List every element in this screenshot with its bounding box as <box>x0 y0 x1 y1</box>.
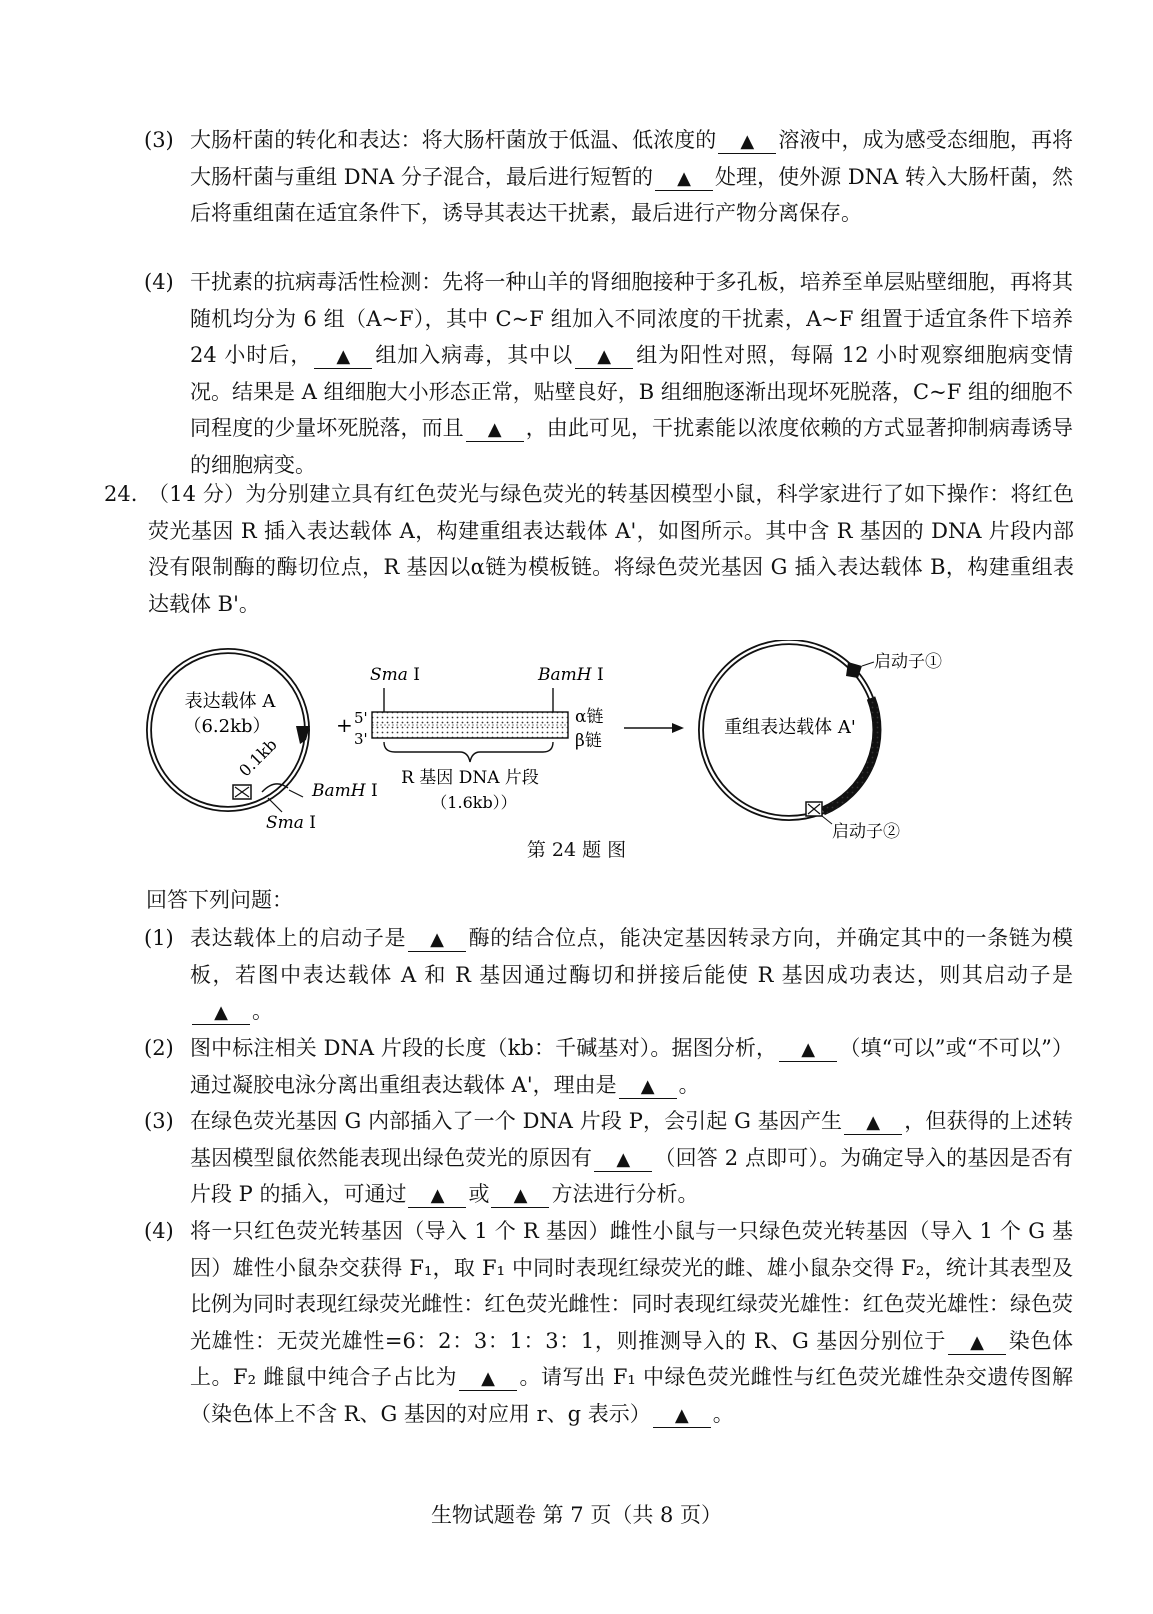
q24-part3-number: (3) <box>144 1109 174 1133</box>
answer-blank[interactable]: ▲ <box>653 1405 711 1428</box>
answer-blank[interactable]: ▲ <box>459 1368 517 1391</box>
r-fragment-size: （1.6kb）） <box>431 793 517 812</box>
q23-part3 <box>144 122 1073 232</box>
beta-chain-label: β链 <box>575 731 602 751</box>
five-prime-label: 5' <box>354 709 368 727</box>
q24-part2-text-3: 。 <box>678 1072 700 1097</box>
q23-part3-text-3: 处理，使外源 DNA 转入大肠杆菌，然后将重组菌在适宜条件下，诱导其表达干扰素，最后进行产物分离保存。 <box>190 164 1073 225</box>
q24-part1-text-1: 表达载体上的启动子是 <box>190 926 407 950</box>
answer-blank[interactable]: ▲ <box>575 346 633 369</box>
vector-a-size: （6.2kb） <box>183 716 271 737</box>
promoter2-label: 启动子② <box>832 822 900 840</box>
q23-part4-text-4: ，由此可见，干扰素能以浓度依赖的方式显著抑制病毒诱导的细胞病变。 <box>190 416 1074 477</box>
q24-part2-text-1: 图中标注相关 DNA 片段的长度（kb：千碱基对）。据图分析， <box>190 1036 778 1060</box>
q24-part4-text-4: 。 <box>712 1401 734 1426</box>
q24-number: 24. <box>104 482 138 506</box>
answer-lead: 回答下列问题： <box>146 888 293 912</box>
plasmid-figure <box>0 640 1153 840</box>
q23-part4-number: (4) <box>144 270 174 294</box>
three-prime-label: 3' <box>354 730 368 748</box>
q24-part2-number: (2) <box>144 1036 174 1060</box>
answer-blank[interactable]: ▲ <box>408 929 466 952</box>
q24-part1-text-3: 。 <box>252 999 273 1023</box>
q24-part3-text-4: 或 <box>468 1182 490 1206</box>
q24-part4-text-2: 染色体上。F₂ 雌鼠中纯合子占比为 <box>190 1328 1074 1389</box>
plus-sign: + <box>336 713 353 737</box>
q24-part3-text-3: （回答 2 点即可）。为确定导入的基因是否有片段 P 的插入，可通过 <box>190 1145 1074 1206</box>
promoter1-label: 启动子① <box>874 652 942 672</box>
vector-a-label: 表达载体 A <box>184 691 276 712</box>
q24-part2 <box>144 1030 1073 1103</box>
q24-part3-text-2: ，但获得的上述转基因模型鼠依然能表现出绿色荧光的原因有 <box>190 1109 1073 1170</box>
smai-label: Sma I <box>370 665 421 685</box>
page-footer: 生物试题卷 第 7 页（共 8 页） <box>430 1503 723 1527</box>
q24-part3-text-5: 方法进行分析。 <box>551 1182 699 1206</box>
q24-part1-text-2: 酶的结合位点，能决定基因转录方向，并确定其中的一条链为模板，若图中表达载体 A 和 R 基因通过酶切和拼接后能使 R 基因成功表达，则其启动子是 <box>190 926 1074 987</box>
q24-part3-text-1: 在绿色荧光基因 G 内部插入了一个 DNA 片段 P，会引起 G 基因产生 <box>190 1109 843 1133</box>
q24-part2-text-2: （填“可以”或“不可以”）通过凝胶电泳分离出重组表达载体 A'，理由是 <box>190 1036 1073 1097</box>
q23-part4 <box>144 264 1074 483</box>
answer-blank[interactable]: ▲ <box>948 1332 1006 1355</box>
q24-part1 <box>144 920 1074 1030</box>
answer-blank[interactable]: ▲ <box>491 1185 549 1208</box>
recombinant-vector <box>701 642 942 840</box>
q23-part4-text-1: 干扰素的抗病毒活性检测：先将一种山羊的肾细胞接种于多孔板，培养至单层贴壁细胞，再将其随机均分为 6 组（A~F），其中 C~F 组加入不同浓度的干扰素，A~F 组置于适宜条件下培养 24 小时后， <box>190 270 1073 367</box>
q23-part3-text-1: 大肠杆菌的转化和表达：将大肠杆菌放于低温、低浓度的 <box>190 128 717 152</box>
q24-part4 <box>144 1213 1074 1432</box>
r-fragment-label: R 基因 DNA 片段 <box>401 768 539 788</box>
figure-caption: 第 24 题 图 <box>526 839 627 861</box>
q24-part4-text-3: 。请写出 F₁ 中绿色荧光雌性与红色荧光雄性杂交遗传图解（染色体上不含 R、G 基因的对应用 r、g 表示） <box>190 1365 1073 1426</box>
recombinant-label: 重组表达载体 A' <box>724 717 856 738</box>
answer-blank[interactable]: ▲ <box>594 1149 652 1172</box>
q24-part4-text-1: 将一只红色荧光转基因（导入 1 个 R 基因）雌性小鼠与一只绿色荧光转基因（导入 1 个 G 基因）雄性小鼠杂交获得 F₁，取 F₁ 中同时表现红绿荧光的雌、雄小鼠杂交得 F₂，统计其表型及比例为同时表现红绿荧光雌性：红色荧光雌性：同时表现红绿荧光雄性：红色荧光雄性：绿色荧光雄性：无荧光雄性=6：2：3：1：3：1，则推测导入的 R、G 基因分别位于 <box>190 1219 1073 1353</box>
q24-part1-number: (1) <box>144 926 174 950</box>
answer-blank[interactable]: ▲ <box>655 168 713 191</box>
q24-part3 <box>144 1103 1074 1213</box>
answer-blank[interactable]: ▲ <box>619 1076 677 1099</box>
smai-site-label-a: Sma I <box>266 813 317 833</box>
q24-intro-text: （14 分）为分别建立具有红色荧光与绿色荧光的转基因模型小鼠，科学家进行了如下操作：将红色荧光基因 R 插入表达载体 A，构建重组表达载体 A'，如图所示。其中含 R 基因的 DNA 片段内部没有限制酶的酶切位点，R 基因以α链为模板链。将绿色荧光基因 G 插入表达载体 B，构建重组表达载体 B'。 <box>148 482 1074 616</box>
q23-part3-number: (3) <box>144 128 174 152</box>
answer-blank[interactable]: ▲ <box>192 1002 250 1025</box>
small-fragment-label: 0.1kb <box>235 734 281 781</box>
q23-part3-text-2: 溶液中，成为感受态细胞，再将大肠杆菌与重组 DNA 分子混合，最后进行短暂的 <box>190 128 1073 189</box>
vector-a <box>149 651 378 833</box>
r-gene-fragment <box>354 665 604 812</box>
q24-intro <box>104 476 1074 622</box>
bamhi-site-label-a: BamH I <box>312 781 378 801</box>
answer-blank[interactable]: ▲ <box>718 131 776 154</box>
answer-blank[interactable]: ▲ <box>779 1039 837 1062</box>
answer-blank[interactable]: ▲ <box>408 1185 466 1208</box>
answer-blank[interactable]: ▲ <box>314 346 372 369</box>
answer-blank[interactable]: ▲ <box>844 1112 902 1135</box>
bamhi-label: BamH I <box>538 665 604 685</box>
q23-part4-text-3: 组为阳性对照，每隔 12 小时观察细胞病变情况。结果是 A 组细胞大小形态正常，贴壁良好，B 组细胞逐渐出现坏死脱落，C~F 组的细胞不同程度的少量坏死脱落，而且 <box>190 343 1073 440</box>
answer-blank[interactable]: ▲ <box>466 419 524 442</box>
alpha-chain-label: α链 <box>575 707 604 727</box>
q24-part4-number: (4) <box>144 1219 174 1243</box>
q23-part4-text-2: 组加入病毒，其中以 <box>374 343 574 367</box>
